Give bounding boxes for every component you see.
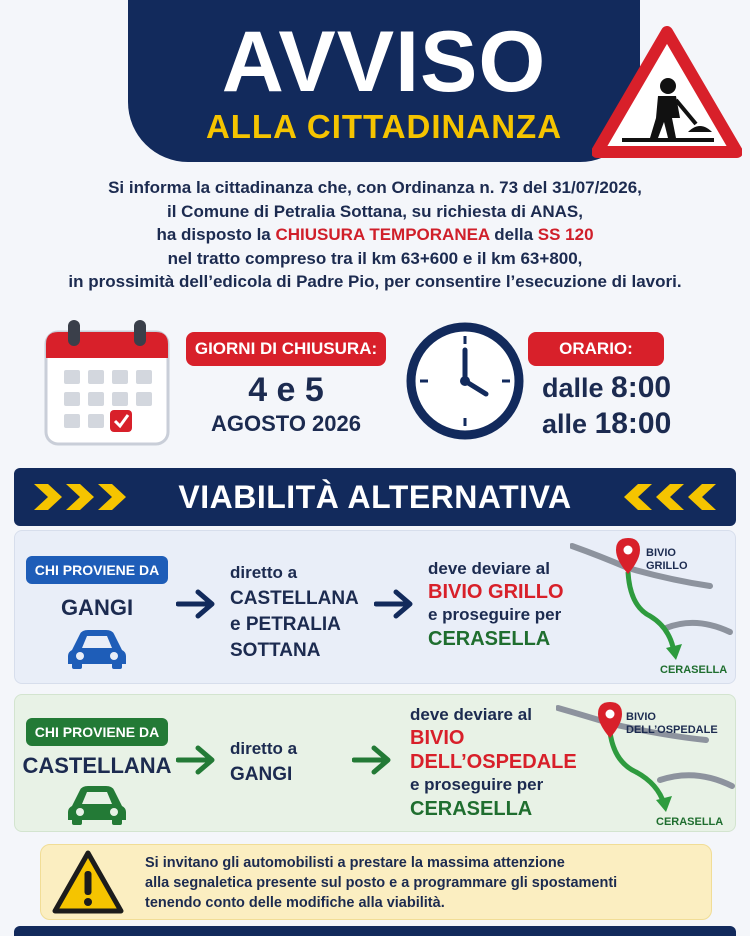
final-destination: CERASELLA <box>410 798 533 820</box>
car-icon <box>66 782 128 826</box>
map-label-line-2: DELL’OSPEDALE <box>626 724 718 736</box>
caution-line-1: Si invitano gli automobilisti a prestare la massima attenzione <box>145 855 565 871</box>
map-label-line-1: BIVIO <box>646 547 676 559</box>
detour-prefix: deve deviare al <box>410 705 532 724</box>
map-label-line-1: BIVIO <box>626 711 656 723</box>
map-junction-label <box>646 547 688 573</box>
route-origin: CASTELLANA <box>22 753 172 778</box>
closure-days: 4 e 5 <box>248 371 324 409</box>
map-destination-label: CERASELLA <box>656 816 724 828</box>
alert-triangle-icon <box>51 849 125 915</box>
map-pin-icon <box>598 702 622 738</box>
hours-from-word: dalle <box>542 373 604 403</box>
closure-highlight: CHIUSURA TEMPORANEA <box>275 225 490 244</box>
continue-text: e proseguire per <box>428 605 562 624</box>
intro-line-3-middle: della <box>489 225 538 244</box>
intro-line-3 <box>20 223 730 247</box>
closure-days-label: GIORNI DI CHIUSURA: <box>186 332 386 366</box>
detour-place-line-1: BIVIO <box>410 727 465 749</box>
dest-prefix: diretto a <box>230 563 298 582</box>
car-icon <box>66 626 128 670</box>
route-detour <box>428 558 564 652</box>
caution-text <box>145 853 705 913</box>
caution-line-3: tenendo conto delle modifiche alla viabilità. <box>145 895 445 911</box>
detour-place-line-2: DELL’OSPEDALE <box>410 751 577 773</box>
route-detour <box>410 704 577 822</box>
detour-prefix: deve deviare al <box>428 559 550 578</box>
map-junction-label <box>626 711 718 737</box>
footer-bar <box>14 926 736 936</box>
intro-line-1: Si informa la cittadinanza che, con Ordinanza n. 73 del 31/07/2026, <box>108 178 642 197</box>
dest-prefix: diretto a <box>230 739 298 758</box>
caution-note <box>40 844 712 920</box>
dest-line-2: e PETRALIA <box>230 614 341 635</box>
map-destination-label: CERASELLA <box>660 664 728 676</box>
route-tag: CHI PROVIENE DA <box>26 556 168 584</box>
clock-icon <box>406 322 524 440</box>
arrow-right-icon <box>374 588 414 620</box>
arrow-right-icon <box>176 588 216 620</box>
hours-from-time: 8:00 <box>611 371 672 404</box>
hours-to-time: 18:00 <box>594 407 672 440</box>
dest-line-3: SOTTANA <box>230 640 321 661</box>
intro-line-3-text: ha disposto la <box>156 225 276 244</box>
route-tag: CHI PROVIENE DA <box>26 718 168 746</box>
final-destination: CERASELLA <box>428 628 551 650</box>
arrow-right-icon <box>352 744 392 776</box>
intro-line-2: il Comune di Petralia Sottana, su richiesta di ANAS, <box>167 201 583 221</box>
hours-to <box>528 408 688 440</box>
chevron-double-icon <box>32 482 128 512</box>
intro-line-5: in prossimità dell’edicola di Padre Pio, per consentire l’esecuzione di lavori. <box>68 272 682 291</box>
detour-place: BIVIO GRILLO <box>428 581 564 603</box>
intro-text <box>20 176 730 294</box>
road-highlight: SS 120 <box>537 225 594 244</box>
map-label-line-2: GRILLO <box>646 560 688 572</box>
roadworks-warning-sign-icon <box>592 26 742 158</box>
closure-month: AGOSTO 2026 <box>211 411 361 436</box>
arrow-right-icon <box>176 744 216 776</box>
hours-from <box>528 372 688 404</box>
route-origin: GANGI <box>60 595 134 620</box>
alternative-route-banner <box>14 468 736 526</box>
hours-label: ORARIO: <box>528 332 664 366</box>
chevron-double-icon <box>622 482 718 512</box>
intro-line-4: nel tratto compreso tra il km 63+600 e il km 63+800, <box>167 248 583 268</box>
route-destination <box>230 736 297 788</box>
page-subtitle: ALLA CITTADINANZA <box>205 108 563 145</box>
page-title: AVVISO <box>221 14 547 110</box>
hours-to-word: alle <box>542 409 588 439</box>
calendar-icon <box>42 318 172 448</box>
header <box>128 0 640 162</box>
route-destination <box>230 560 359 664</box>
dest-line-1: CASTELLANA <box>230 588 359 609</box>
caution-line-2: alla segnaletica presente sul posto e a programmare gli spostamenti <box>145 875 618 891</box>
continue-text: e proseguire per <box>410 775 544 794</box>
banner-title: VIABILITÀ ALTERNATIVA <box>178 479 572 515</box>
dest-line-1: GANGI <box>230 764 293 785</box>
